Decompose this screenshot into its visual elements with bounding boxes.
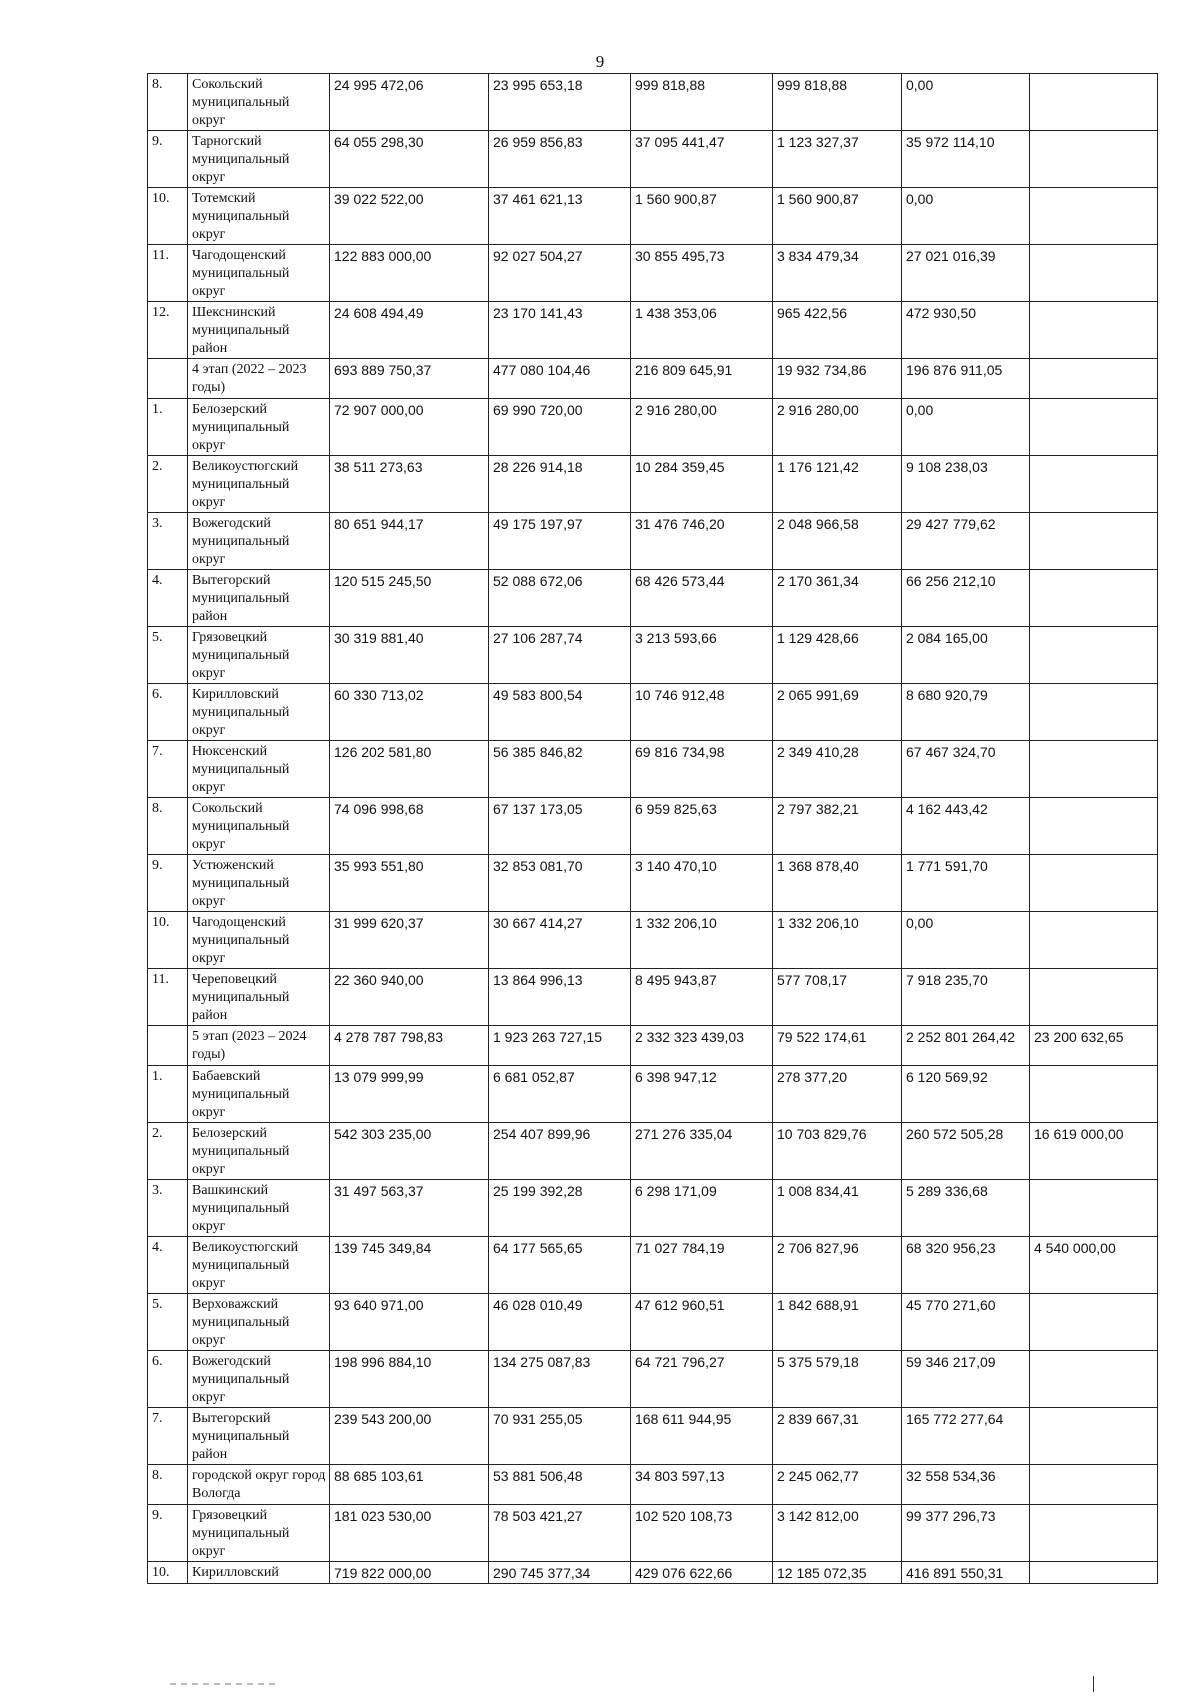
- federal-funds-cell: 32 853 081,70: [489, 855, 631, 912]
- row-name-cell: Белозерский муниципальный округ: [188, 1123, 330, 1180]
- regional-budget-cell: 19 932 734,86: [773, 359, 902, 399]
- extra-funds-cell: [1030, 741, 1158, 798]
- regional-funds-cell: 6 398 947,12: [631, 1066, 773, 1123]
- extra-funds-cell: 23 200 632,65: [1030, 1026, 1158, 1066]
- regional-budget-cell: 2 916 280,00: [773, 399, 902, 456]
- local-budget-cell: 66 256 212,10: [902, 570, 1030, 627]
- table-row: [148, 912, 1158, 969]
- row-name-cell: Кирилловский муниципальный округ: [188, 684, 330, 741]
- regional-budget-cell: 2 706 827,96: [773, 1237, 902, 1294]
- local-budget-cell: 472 930,50: [902, 302, 1030, 359]
- regional-funds-cell: 271 276 335,04: [631, 1123, 773, 1180]
- federal-funds-cell: 70 931 255,05: [489, 1408, 631, 1465]
- scan-edge-mark: [1093, 1676, 1094, 1692]
- row-number-cell: 7.: [148, 741, 188, 798]
- local-budget-cell: 27 021 016,39: [902, 245, 1030, 302]
- total-cost-cell: 4 278 787 798,83: [330, 1026, 489, 1066]
- federal-funds-cell: 49 175 197,97: [489, 513, 631, 570]
- regional-budget-cell: 5 375 579,18: [773, 1351, 902, 1408]
- total-cost-cell: 74 096 998,68: [330, 798, 489, 855]
- row-name-cell: Вашкинский муниципальный округ: [188, 1180, 330, 1237]
- local-budget-cell: 68 320 956,23: [902, 1237, 1030, 1294]
- table-row: [148, 798, 1158, 855]
- federal-funds-cell: 92 027 504,27: [489, 245, 631, 302]
- regional-funds-cell: 3 140 470,10: [631, 855, 773, 912]
- local-budget-cell: 1 771 591,70: [902, 855, 1030, 912]
- regional-funds-cell: 34 803 597,13: [631, 1465, 773, 1505]
- local-budget-cell: 59 346 217,09: [902, 1351, 1030, 1408]
- regional-budget-cell: 2 797 382,21: [773, 798, 902, 855]
- federal-funds-cell: 1 923 263 727,15: [489, 1026, 631, 1066]
- row-name-cell: Верховажский муниципальный округ: [188, 1294, 330, 1351]
- local-budget-cell: 0,00: [902, 912, 1030, 969]
- row-number-cell: 6.: [148, 684, 188, 741]
- table-row: [148, 513, 1158, 570]
- table-row: [148, 570, 1158, 627]
- regional-funds-cell: 168 611 944,95: [631, 1408, 773, 1465]
- row-number-cell: 1.: [148, 1066, 188, 1123]
- total-cost-cell: 93 640 971,00: [330, 1294, 489, 1351]
- row-name-cell: городской округ город Вологда: [188, 1465, 330, 1505]
- row-number-cell: 8.: [148, 798, 188, 855]
- local-budget-cell: 0,00: [902, 399, 1030, 456]
- row-name-cell: Грязовецкий муниципальный округ: [188, 627, 330, 684]
- federal-funds-cell: 6 681 052,87: [489, 1066, 631, 1123]
- local-budget-cell: 2 084 165,00: [902, 627, 1030, 684]
- extra-funds-cell: [1030, 627, 1158, 684]
- row-number-cell: 9.: [148, 131, 188, 188]
- budget-table: [147, 73, 1158, 1584]
- row-name-cell: Кирилловский: [188, 1562, 330, 1584]
- extra-funds-cell: [1030, 570, 1158, 627]
- table-row: [148, 1465, 1158, 1505]
- total-cost-cell: 139 745 349,84: [330, 1237, 489, 1294]
- table-row: [148, 188, 1158, 245]
- local-budget-cell: 260 572 505,28: [902, 1123, 1030, 1180]
- row-number-cell: 8.: [148, 74, 188, 131]
- total-cost-cell: 13 079 999,99: [330, 1066, 489, 1123]
- total-cost-cell: 719 822 000,00: [330, 1562, 489, 1584]
- table-row: [148, 399, 1158, 456]
- regional-funds-cell: 71 027 784,19: [631, 1237, 773, 1294]
- row-name-cell: Великоустюгский муниципальный округ: [188, 456, 330, 513]
- extra-funds-cell: [1030, 1505, 1158, 1562]
- table-row: [148, 74, 1158, 131]
- federal-funds-cell: 53 881 506,48: [489, 1465, 631, 1505]
- total-cost-cell: 30 319 881,40: [330, 627, 489, 684]
- regional-funds-cell: 64 721 796,27: [631, 1351, 773, 1408]
- table-row: [148, 302, 1158, 359]
- total-cost-cell: 31 999 620,37: [330, 912, 489, 969]
- extra-funds-cell: [1030, 969, 1158, 1026]
- extra-funds-cell: 4 540 000,00: [1030, 1237, 1158, 1294]
- row-number-cell: [148, 359, 188, 399]
- local-budget-cell: 67 467 324,70: [902, 741, 1030, 798]
- total-cost-cell: 122 883 000,00: [330, 245, 489, 302]
- row-number-cell: 4.: [148, 570, 188, 627]
- table-row: [148, 684, 1158, 741]
- federal-funds-cell: 67 137 173,05: [489, 798, 631, 855]
- row-number-cell: 3.: [148, 513, 188, 570]
- regional-funds-cell: 6 298 171,09: [631, 1180, 773, 1237]
- federal-funds-cell: 23 995 653,18: [489, 74, 631, 131]
- federal-funds-cell: 28 226 914,18: [489, 456, 631, 513]
- regional-funds-cell: 6 959 825,63: [631, 798, 773, 855]
- total-cost-cell: 31 497 563,37: [330, 1180, 489, 1237]
- regional-budget-cell: 2 349 410,28: [773, 741, 902, 798]
- table-row: [148, 1294, 1158, 1351]
- extra-funds-cell: [1030, 1351, 1158, 1408]
- local-budget-cell: 29 427 779,62: [902, 513, 1030, 570]
- local-budget-cell: 2 252 801 264,42: [902, 1026, 1030, 1066]
- federal-funds-cell: 49 583 800,54: [489, 684, 631, 741]
- total-cost-cell: 24 608 494,49: [330, 302, 489, 359]
- federal-funds-cell: 46 028 010,49: [489, 1294, 631, 1351]
- local-budget-cell: 99 377 296,73: [902, 1505, 1030, 1562]
- extra-funds-cell: [1030, 188, 1158, 245]
- local-budget-cell: 8 680 920,79: [902, 684, 1030, 741]
- extra-funds-cell: [1030, 1408, 1158, 1465]
- regional-budget-cell: 1 842 688,91: [773, 1294, 902, 1351]
- local-budget-cell: 9 108 238,03: [902, 456, 1030, 513]
- row-name-cell: 5 этап (2023 – 2024 годы): [188, 1026, 330, 1066]
- regional-budget-cell: 999 818,88: [773, 74, 902, 131]
- local-budget-cell: 5 289 336,68: [902, 1180, 1030, 1237]
- table-row: [148, 1180, 1158, 1237]
- row-number-cell: 12.: [148, 302, 188, 359]
- regional-budget-cell: 1 368 878,40: [773, 855, 902, 912]
- regional-budget-cell: 2 048 966,58: [773, 513, 902, 570]
- regional-funds-cell: 1 332 206,10: [631, 912, 773, 969]
- row-number-cell: 9.: [148, 1505, 188, 1562]
- row-number-cell: 4.: [148, 1237, 188, 1294]
- extra-funds-cell: [1030, 1294, 1158, 1351]
- regional-funds-cell: 30 855 495,73: [631, 245, 773, 302]
- row-number-cell: 11.: [148, 245, 188, 302]
- regional-budget-cell: 577 708,17: [773, 969, 902, 1026]
- regional-budget-cell: 1 560 900,87: [773, 188, 902, 245]
- row-name-cell: Бабаевский муниципальный округ: [188, 1066, 330, 1123]
- row-number-cell: 5.: [148, 1294, 188, 1351]
- federal-funds-cell: 52 088 672,06: [489, 570, 631, 627]
- regional-budget-cell: 79 522 174,61: [773, 1026, 902, 1066]
- total-cost-cell: 80 651 944,17: [330, 513, 489, 570]
- page-number: 9: [595, 52, 605, 71]
- extra-funds-cell: [1030, 1562, 1158, 1584]
- local-budget-cell: 0,00: [902, 188, 1030, 245]
- extra-funds-cell: [1030, 245, 1158, 302]
- row-number-cell: 8.: [148, 1465, 188, 1505]
- table-row: [148, 1562, 1158, 1584]
- regional-budget-cell: 12 185 072,35: [773, 1562, 902, 1584]
- row-number-cell: 10.: [148, 912, 188, 969]
- total-cost-cell: 64 055 298,30: [330, 131, 489, 188]
- row-name-cell: Вожегодский муниципальный округ: [188, 513, 330, 570]
- regional-budget-cell: 1 123 327,37: [773, 131, 902, 188]
- regional-budget-cell: 2 839 667,31: [773, 1408, 902, 1465]
- federal-funds-cell: 477 080 104,46: [489, 359, 631, 399]
- row-name-cell: 4 этап (2022 – 2023 годы): [188, 359, 330, 399]
- table-row: [148, 131, 1158, 188]
- federal-funds-cell: 254 407 899,96: [489, 1123, 631, 1180]
- federal-funds-cell: 30 667 414,27: [489, 912, 631, 969]
- scan-footer-mark: [170, 1683, 280, 1685]
- row-name-cell: Чагодощенский муниципальный округ: [188, 912, 330, 969]
- table-row: [148, 245, 1158, 302]
- extra-funds-cell: [1030, 912, 1158, 969]
- extra-funds-cell: [1030, 1465, 1158, 1505]
- table-row: [148, 1066, 1158, 1123]
- regional-budget-cell: 1 008 834,41: [773, 1180, 902, 1237]
- row-number-cell: 9.: [148, 855, 188, 912]
- regional-funds-cell: 47 612 960,51: [631, 1294, 773, 1351]
- row-number-cell: 7.: [148, 1408, 188, 1465]
- row-name-cell: Устюженский муниципальный округ: [188, 855, 330, 912]
- total-cost-cell: 24 995 472,06: [330, 74, 489, 131]
- row-name-cell: Шекснинский муниципальный район: [188, 302, 330, 359]
- federal-funds-cell: 64 177 565,65: [489, 1237, 631, 1294]
- regional-funds-cell: 102 520 108,73: [631, 1505, 773, 1562]
- row-name-cell: Нюксенский муниципальный округ: [188, 741, 330, 798]
- table-row: [148, 1026, 1158, 1066]
- extra-funds-cell: [1030, 359, 1158, 399]
- regional-funds-cell: 1 438 353,06: [631, 302, 773, 359]
- extra-funds-cell: [1030, 74, 1158, 131]
- local-budget-cell: 165 772 277,64: [902, 1408, 1030, 1465]
- regional-budget-cell: 2 065 991,69: [773, 684, 902, 741]
- regional-budget-cell: 278 377,20: [773, 1066, 902, 1123]
- regional-budget-cell: 3 834 479,34: [773, 245, 902, 302]
- local-budget-cell: 196 876 911,05: [902, 359, 1030, 399]
- total-cost-cell: 120 515 245,50: [330, 570, 489, 627]
- local-budget-cell: 0,00: [902, 74, 1030, 131]
- table-row: [148, 855, 1158, 912]
- table-row: [148, 1408, 1158, 1465]
- regional-funds-cell: 10 746 912,48: [631, 684, 773, 741]
- federal-funds-cell: 290 745 377,34: [489, 1562, 631, 1584]
- regional-budget-cell: 10 703 829,76: [773, 1123, 902, 1180]
- row-name-cell: Сокольский муниципальный округ: [188, 798, 330, 855]
- row-name-cell: Сокольский муниципальный округ: [188, 74, 330, 131]
- regional-funds-cell: 31 476 746,20: [631, 513, 773, 570]
- row-number-cell: 2.: [148, 456, 188, 513]
- row-name-cell: Тотемский муниципальный округ: [188, 188, 330, 245]
- regional-funds-cell: 37 095 441,47: [631, 131, 773, 188]
- table-row: [148, 456, 1158, 513]
- row-name-cell: Вытегорский муниципальный район: [188, 570, 330, 627]
- local-budget-cell: 4 162 443,42: [902, 798, 1030, 855]
- local-budget-cell: 7 918 235,70: [902, 969, 1030, 1026]
- extra-funds-cell: [1030, 513, 1158, 570]
- total-cost-cell: 239 543 200,00: [330, 1408, 489, 1465]
- extra-funds-cell: [1030, 684, 1158, 741]
- regional-funds-cell: 2 916 280,00: [631, 399, 773, 456]
- row-name-cell: Вытегорский муниципальный район: [188, 1408, 330, 1465]
- regional-budget-cell: 2 245 062,77: [773, 1465, 902, 1505]
- federal-funds-cell: 78 503 421,27: [489, 1505, 631, 1562]
- table-row: [148, 1237, 1158, 1294]
- federal-funds-cell: 25 199 392,28: [489, 1180, 631, 1237]
- total-cost-cell: 181 023 530,00: [330, 1505, 489, 1562]
- federal-funds-cell: 27 106 287,74: [489, 627, 631, 684]
- extra-funds-cell: [1030, 798, 1158, 855]
- row-number-cell: 10.: [148, 1562, 188, 1584]
- row-number-cell: [148, 1026, 188, 1066]
- table-row: [148, 359, 1158, 399]
- regional-budget-cell: 1 129 428,66: [773, 627, 902, 684]
- row-number-cell: 10.: [148, 188, 188, 245]
- row-number-cell: 11.: [148, 969, 188, 1026]
- regional-funds-cell: 999 818,88: [631, 74, 773, 131]
- local-budget-cell: 35 972 114,10: [902, 131, 1030, 188]
- total-cost-cell: 35 993 551,80: [330, 855, 489, 912]
- total-cost-cell: 542 303 235,00: [330, 1123, 489, 1180]
- extra-funds-cell: [1030, 855, 1158, 912]
- regional-budget-cell: 2 170 361,34: [773, 570, 902, 627]
- regional-funds-cell: 216 809 645,91: [631, 359, 773, 399]
- extra-funds-cell: [1030, 1066, 1158, 1123]
- table-row: [148, 969, 1158, 1026]
- row-name-cell: Череповецкий муниципальный район: [188, 969, 330, 1026]
- table-row: [148, 741, 1158, 798]
- row-name-cell: Вожегодский муниципальный округ: [188, 1351, 330, 1408]
- regional-budget-cell: 1 176 121,42: [773, 456, 902, 513]
- total-cost-cell: 39 022 522,00: [330, 188, 489, 245]
- total-cost-cell: 126 202 581,80: [330, 741, 489, 798]
- extra-funds-cell: [1030, 1180, 1158, 1237]
- local-budget-cell: 32 558 534,36: [902, 1465, 1030, 1505]
- table-row: [148, 627, 1158, 684]
- regional-funds-cell: 429 076 622,66: [631, 1562, 773, 1584]
- regional-funds-cell: 68 426 573,44: [631, 570, 773, 627]
- regional-funds-cell: 69 816 734,98: [631, 741, 773, 798]
- table-row: [148, 1123, 1158, 1180]
- row-name-cell: Белозерский муниципальный округ: [188, 399, 330, 456]
- row-number-cell: 5.: [148, 627, 188, 684]
- total-cost-cell: 60 330 713,02: [330, 684, 489, 741]
- row-number-cell: 3.: [148, 1180, 188, 1237]
- local-budget-cell: 416 891 550,31: [902, 1562, 1030, 1584]
- federal-funds-cell: 69 990 720,00: [489, 399, 631, 456]
- regional-funds-cell: 10 284 359,45: [631, 456, 773, 513]
- federal-funds-cell: 26 959 856,83: [489, 131, 631, 188]
- local-budget-cell: 6 120 569,92: [902, 1066, 1030, 1123]
- extra-funds-cell: [1030, 456, 1158, 513]
- regional-budget-cell: 3 142 812,00: [773, 1505, 902, 1562]
- regional-funds-cell: 3 213 593,66: [631, 627, 773, 684]
- local-budget-cell: 45 770 271,60: [902, 1294, 1030, 1351]
- row-name-cell: Великоустюгский муниципальный округ: [188, 1237, 330, 1294]
- federal-funds-cell: 23 170 141,43: [489, 302, 631, 359]
- federal-funds-cell: 56 385 846,82: [489, 741, 631, 798]
- extra-funds-cell: [1030, 131, 1158, 188]
- federal-funds-cell: 37 461 621,13: [489, 188, 631, 245]
- total-cost-cell: 72 907 000,00: [330, 399, 489, 456]
- regional-funds-cell: 1 560 900,87: [631, 188, 773, 245]
- regional-funds-cell: 8 495 943,87: [631, 969, 773, 1026]
- federal-funds-cell: 134 275 087,83: [489, 1351, 631, 1408]
- total-cost-cell: 693 889 750,37: [330, 359, 489, 399]
- extra-funds-cell: [1030, 399, 1158, 456]
- total-cost-cell: 198 996 884,10: [330, 1351, 489, 1408]
- federal-funds-cell: 13 864 996,13: [489, 969, 631, 1026]
- row-number-cell: 1.: [148, 399, 188, 456]
- total-cost-cell: 38 511 273,63: [330, 456, 489, 513]
- extra-funds-cell: [1030, 302, 1158, 359]
- table-row: [148, 1351, 1158, 1408]
- total-cost-cell: 22 360 940,00: [330, 969, 489, 1026]
- regional-budget-cell: 1 332 206,10: [773, 912, 902, 969]
- row-number-cell: 6.: [148, 1351, 188, 1408]
- extra-funds-cell: 16 619 000,00: [1030, 1123, 1158, 1180]
- regional-funds-cell: 2 332 323 439,03: [631, 1026, 773, 1066]
- regional-budget-cell: 965 422,56: [773, 302, 902, 359]
- row-name-cell: Тарногский муниципальный округ: [188, 131, 330, 188]
- row-name-cell: Грязовецкий муниципальный округ: [188, 1505, 330, 1562]
- table-body: [148, 74, 1158, 1584]
- table-row: [148, 1505, 1158, 1562]
- total-cost-cell: 88 685 103,61: [330, 1465, 489, 1505]
- row-name-cell: Чагодощенский муниципальный округ: [188, 245, 330, 302]
- row-number-cell: 2.: [148, 1123, 188, 1180]
